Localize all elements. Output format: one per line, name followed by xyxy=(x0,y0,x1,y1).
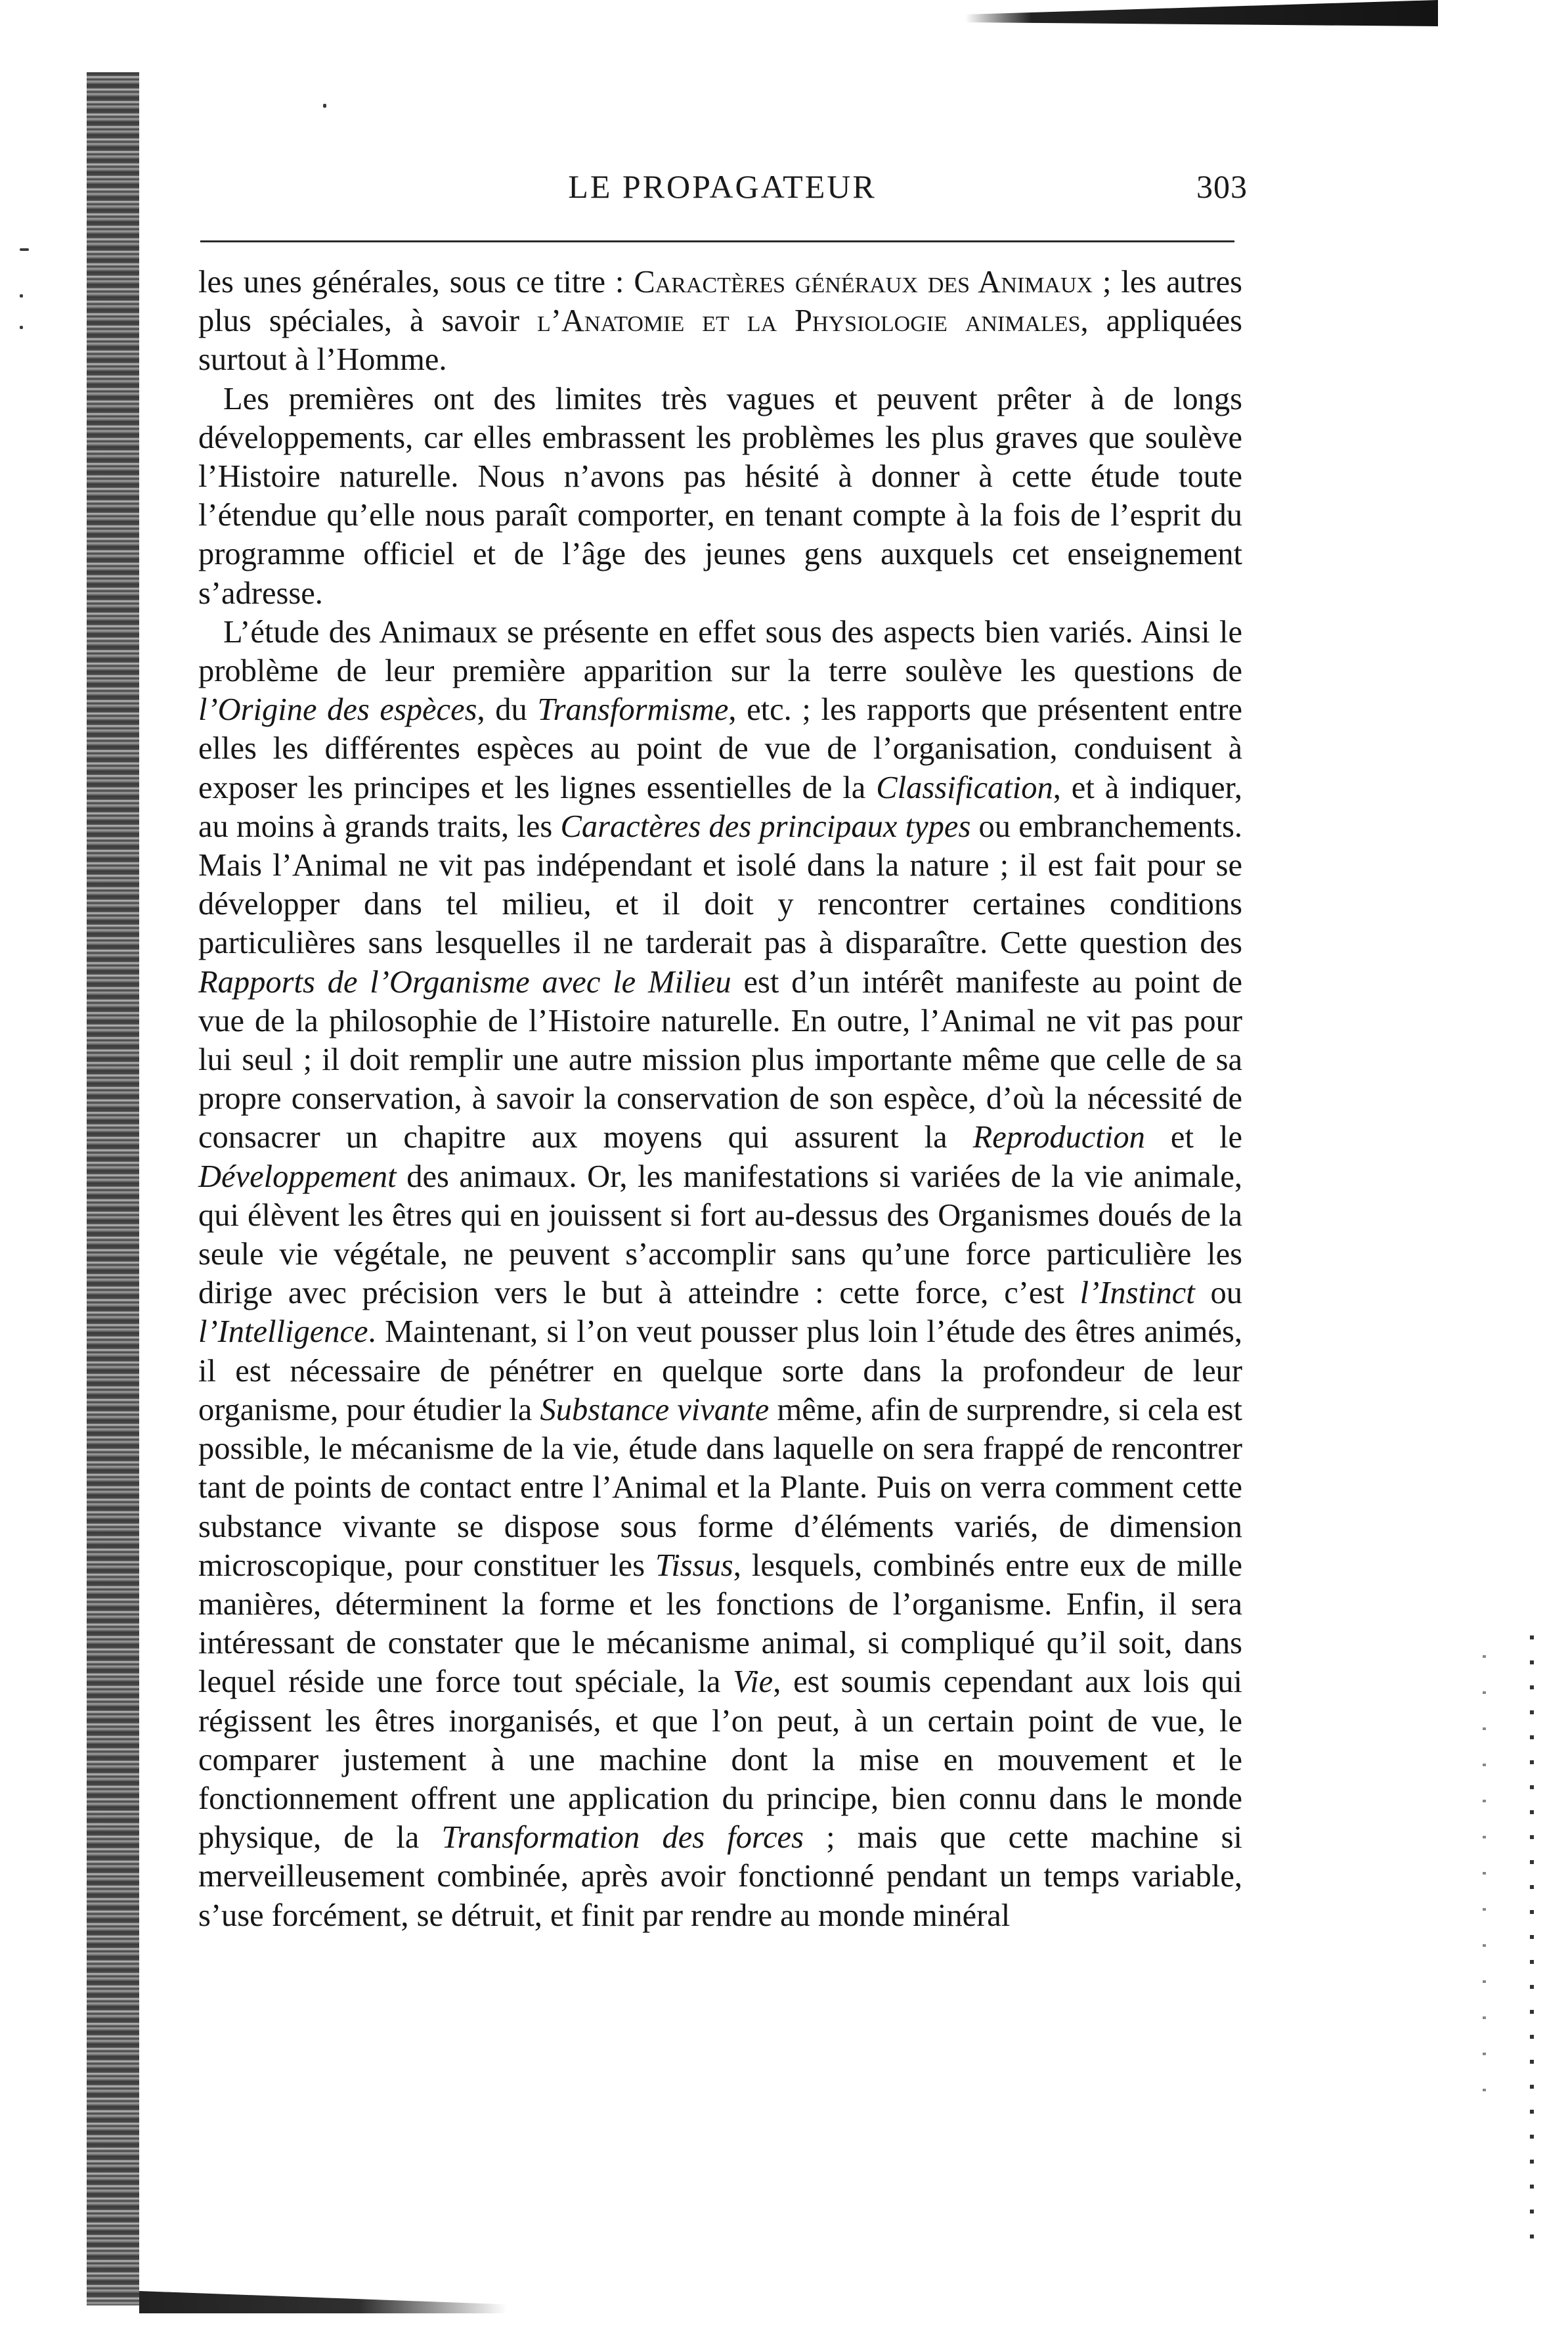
text-run: ou embranchements. Mais l’Animal ne vit pas indépendant et isolé dans la nature ; il est fait pour se développer dans tel milieu, et il doit y rencontrer certaines conditions particulières sans lesquelles il ne tarderait pas à disparaître. Cette question des xyxy=(198,809,1242,961)
scan-speck xyxy=(20,294,23,298)
text-run: , appliquées surtout à l’Homme. xyxy=(198,303,1242,378)
paragraph-3 xyxy=(198,613,1242,1935)
running-title: LE PROPAGATEUR xyxy=(568,168,877,205)
italic-term: Rapports de l’Organisme avec le Milieu xyxy=(198,964,731,1000)
italic-term: Tissus xyxy=(655,1547,733,1583)
paragraph-2: Les premières ont des limites très vagues et peuvent prêter à de longs développements, car elles embrassent les problèmes les plus graves que soulève l’Histoire naturelle. Nous n’avons pas hésité à donner à cette étude toute l’étendue qu’elle nous paraît comporter, en tenant compte à la fois de l’esprit du programme officiel et de l’âge des jeunes gens auxquels cet enseignement s’adresse. xyxy=(198,381,1242,611)
italic-term: Classification xyxy=(876,770,1053,805)
text-run: , etc. ; les rapports que présentent entre elles les différentes espèces au point de vue de l’organisation, conduisent à exposer les principes et les lignes essentielles de la xyxy=(198,692,1242,805)
text-run: ; mais que cette machine si merveilleusement combinée, après avoir fonctionné pendant un temps variable, s’use forcément, se détruit, et finit par rendre au monde minéral xyxy=(198,1820,1243,1933)
scan-top-edge-mark xyxy=(965,0,1438,26)
text-run: les unes générales, sous ce titre : xyxy=(198,265,634,300)
small-caps-title: Caractères généraux des Animaux xyxy=(634,265,1093,300)
small-caps-title: l’Anatomie et la Physiologie animales xyxy=(536,303,1081,339)
text-run: , lesquels, combinés entre eux de mille manières, déterminent la forme et les fonctions de l’organisme. Enfin, il sera intéressant de constater que le mécanisme animal, si compliqué qu’il soit, dans lequel réside une force tout spéciale, la xyxy=(198,1547,1242,1700)
italic-term: Transformation des forces xyxy=(441,1820,804,1856)
text-run: . Maintenant, si l’on veut pousser plus loin l’étude des êtres animés, il est nécessaire de pénétrer en quelque sorte dans la profondeur de leur organisme, pour étudier la xyxy=(198,1314,1242,1427)
scan-speck xyxy=(20,326,23,329)
paragraph-1 xyxy=(198,263,1242,380)
text-run: est d’un intérêt manifeste au point de vue de la philosophie de l’Histoire naturelle. En outre, l’Animal ne vit pas pour lui seul ; il doit remplir une autre mission plus importante même que celle de sa propre conservation, à savoir la conservation de son espèce, d’où la nécessité de consacrer un chapitre aux moyens qui assurent la xyxy=(198,964,1242,1155)
italic-term: Caractères des principaux types xyxy=(560,809,971,844)
text-run: L’étude des Animaux se présente en effet sous des aspects bien variés. Ainsi le problème de leur première apparition sur la terre soulève les questions de xyxy=(198,614,1242,689)
text-run: même, afin de surprendre, si cela est possible, le mécanisme de la vie, étude dans laquelle on sera frappé de rencontrer tant de points de contact entre l’Animal et la Plante. Puis on verra comment cette substance vivante se dispose sous forme d’éléments variés, de dimension microscopique, pour constituer les xyxy=(198,1392,1242,1583)
italic-term: Vie xyxy=(733,1664,773,1700)
header-rule xyxy=(200,240,1234,242)
scan-right-margin-marks-faint xyxy=(1483,1655,1486,2115)
text-run: des animaux. Or, les manifestations si variées de la vie animale, qui élèvent les êtres qui en jouissent si fort au-dessus des Organismes doués de la seule vie végétale, ne peuvent s’accomplir sans qu’une force particulière les dirige avec précision vers le but à atteindre : cette force, c’est xyxy=(198,1159,1242,1311)
scan-right-margin-marks xyxy=(1530,1635,1534,2246)
text-run: , du xyxy=(477,692,538,728)
italic-term: Reproduction xyxy=(972,1120,1145,1155)
italic-term: Transformisme xyxy=(537,692,729,728)
text-run: et le xyxy=(1144,1120,1242,1155)
text-run: , et à indiquer, au moins à grands traits, les xyxy=(198,770,1242,844)
text-run: , est soumis cependant aux lois qui régissent les êtres inorganisés, et que l’on peut, à un certain point de vue, le comparer justement à une machine dont la mise en mouvement et le fonctionnement offrent une application du principe, bien connu dans le monde physique, de la xyxy=(198,1664,1242,1856)
italic-term: Substance vivante xyxy=(540,1392,770,1427)
italic-term: l’Instinct xyxy=(1079,1276,1195,1311)
italic-term: Développement xyxy=(198,1159,397,1194)
italic-term: l’Intelligence xyxy=(198,1314,368,1350)
italic-term: l’Origine des espèces xyxy=(198,692,477,728)
text-run: ; les autres plus spéciales, à savoir xyxy=(198,265,1243,339)
scan-binding-edge xyxy=(87,72,139,2305)
scan-bottom-edge-mark xyxy=(139,2291,507,2313)
scan-speck xyxy=(323,104,326,108)
running-header xyxy=(197,167,1248,213)
scan-speck xyxy=(20,248,29,251)
body-text xyxy=(198,263,1242,1935)
page-number: 303 xyxy=(1196,168,1248,205)
text-run: ou xyxy=(1194,1276,1243,1311)
